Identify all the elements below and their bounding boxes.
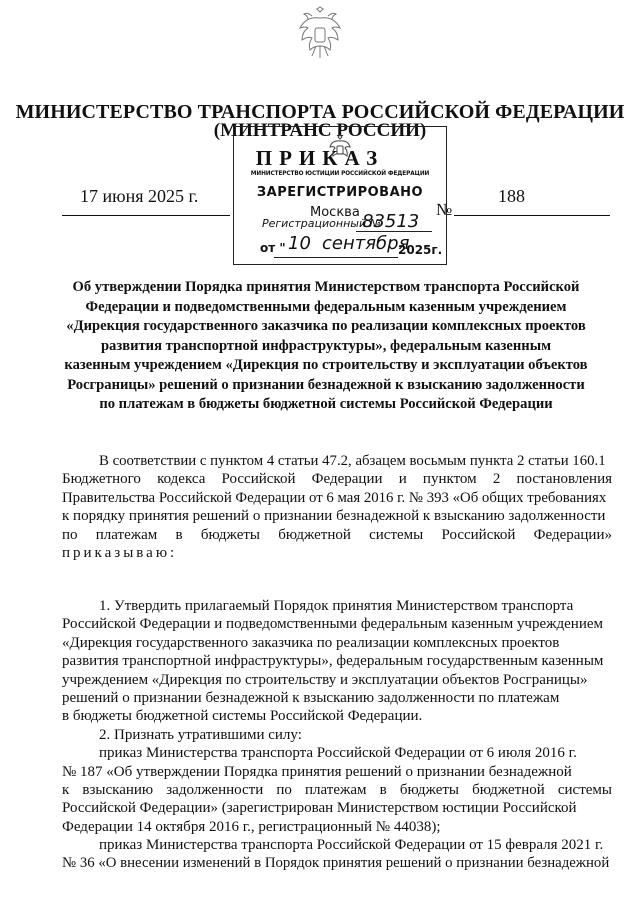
stamp-from-label: от " xyxy=(260,241,286,255)
title-line: развития транспортной инфраструктуры», федеральным казенным xyxy=(100,337,552,354)
title-line: по платежам в бюджеты бюджетной системы Российской Федерации xyxy=(99,396,553,412)
text-line: Российской Федерации и подведомственными федеральным казенным учреждением xyxy=(62,616,603,633)
stamp-emblem-icon xyxy=(328,133,352,163)
text-line: приказ Министерства транспорта Российской Федерации от 6 июля 2016 г. xyxy=(99,745,577,762)
title-line: Об утверждении Порядка принятия Министерством транспорта Российской xyxy=(72,279,580,295)
stamp-year: 2025г. xyxy=(398,243,443,257)
ministry-name: МИНИСТЕРСТВО ТРАНСПОРТА РОССИЙСКОЙ ФЕДЕРАЦИИ xyxy=(15,101,625,123)
title-line: казенным учреждением «Дирекция по строительству и эксплуатации объектов xyxy=(64,357,588,373)
stamp-reg-underline xyxy=(356,231,432,232)
title-line: «Дирекция государственного заказчика по реализации комплексных проектов xyxy=(66,318,586,334)
number-underline xyxy=(454,215,610,216)
text-line: приказ Министерства транспорта Российской Федерации от 15 февраля 2021 г. xyxy=(99,837,604,854)
text-line: Российской Федерации» (зарегистрирован Министерством юстиции Российской xyxy=(62,800,577,817)
title-line: Росграницы» решений о признании безнадежной к взысканию задолженности xyxy=(67,376,585,393)
ministry-short-name: (МИНТРАНС РОССИИ) xyxy=(213,120,427,141)
stamp-registered: ЗАРЕГИСТРИРОВАНО xyxy=(256,185,424,200)
stamp-day: 10 xyxy=(288,233,311,254)
document-type: ПРИКАЗ xyxy=(255,146,385,170)
prikazyvayu: приказываю: xyxy=(62,544,178,561)
text-line: к взысканию задолженности по платежам в бюджеты бюджетной системы xyxy=(62,781,612,798)
text-line: по платежам в бюджеты бюджетной системы Российской Федерации» xyxy=(62,526,612,543)
registration-stamp xyxy=(233,126,447,265)
stamp-ministry: МИНИСТЕРСТВО ЮСТИЦИИ РОССИЙСКОЙ ФЕДЕРАЦИИ xyxy=(250,169,430,177)
stamp-city: Москва xyxy=(310,205,360,220)
date-underline xyxy=(62,215,230,216)
text-line: к порядку принятия решений о признании безнадежной к взысканию задолженности xyxy=(62,508,606,525)
text-line: развития транспортной инфраструктуры», федеральным государственным казенным xyxy=(62,653,604,670)
text-line: решений о признании безнадежной к взысканию задолженности по платежам xyxy=(62,689,560,706)
text-line: № 36 «О внесении изменений в Порядок принятия решений о признании безнадежной xyxy=(62,855,610,872)
stamp-reg-number: 83513 xyxy=(362,211,420,232)
text-line: В соответствии с пунктом 4 статьи 47.2, абзацем восьмым пункта 2 статьи 160.1 xyxy=(99,453,606,469)
text-line: в бюджеты бюджетной системы Российской Федерации. xyxy=(62,708,423,725)
stamp-reg-label: Регистрационный № xyxy=(262,217,382,230)
order-number: 188 xyxy=(498,186,525,206)
text-line: учреждением «Дирекция по строительству и эксплуатации объектов Росграницы» xyxy=(62,671,588,688)
item-2-heading: 2. Признать утратившими силу: xyxy=(99,726,302,743)
stamp-month: сентября xyxy=(322,233,410,254)
text-line: Правительства Российской Федерации от 6 мая 2016 г. № 393 «Об общих требованиях xyxy=(62,489,607,506)
text-line: «Дирекция государственного заказчика по реализации комплексных проектов xyxy=(62,634,560,651)
stamp-date-underline xyxy=(274,257,398,258)
coat-of-arms-icon xyxy=(296,6,344,64)
text-line: 1. Утвердить прилагаемый Порядок принятия Министерством транспорта xyxy=(99,598,574,614)
number-sign: № xyxy=(436,200,453,219)
preamble xyxy=(62,452,612,562)
text-line: Бюджетного кодекса Российской Федерации и пунктом 2 постановления xyxy=(62,471,612,488)
order-date: 17 июня 2025 г. xyxy=(80,186,199,206)
text-line: № 187 «Об утверждении Порядка принятия решений о признании безнадежной xyxy=(62,763,572,780)
order-title xyxy=(62,278,590,415)
item-1 xyxy=(62,597,612,873)
title-line: Федерации и подведомственными федеральным казенным учреждением xyxy=(85,298,567,315)
text-line: Федерации 14 октября 2016 г., регистрационный № 44038); xyxy=(62,818,441,835)
